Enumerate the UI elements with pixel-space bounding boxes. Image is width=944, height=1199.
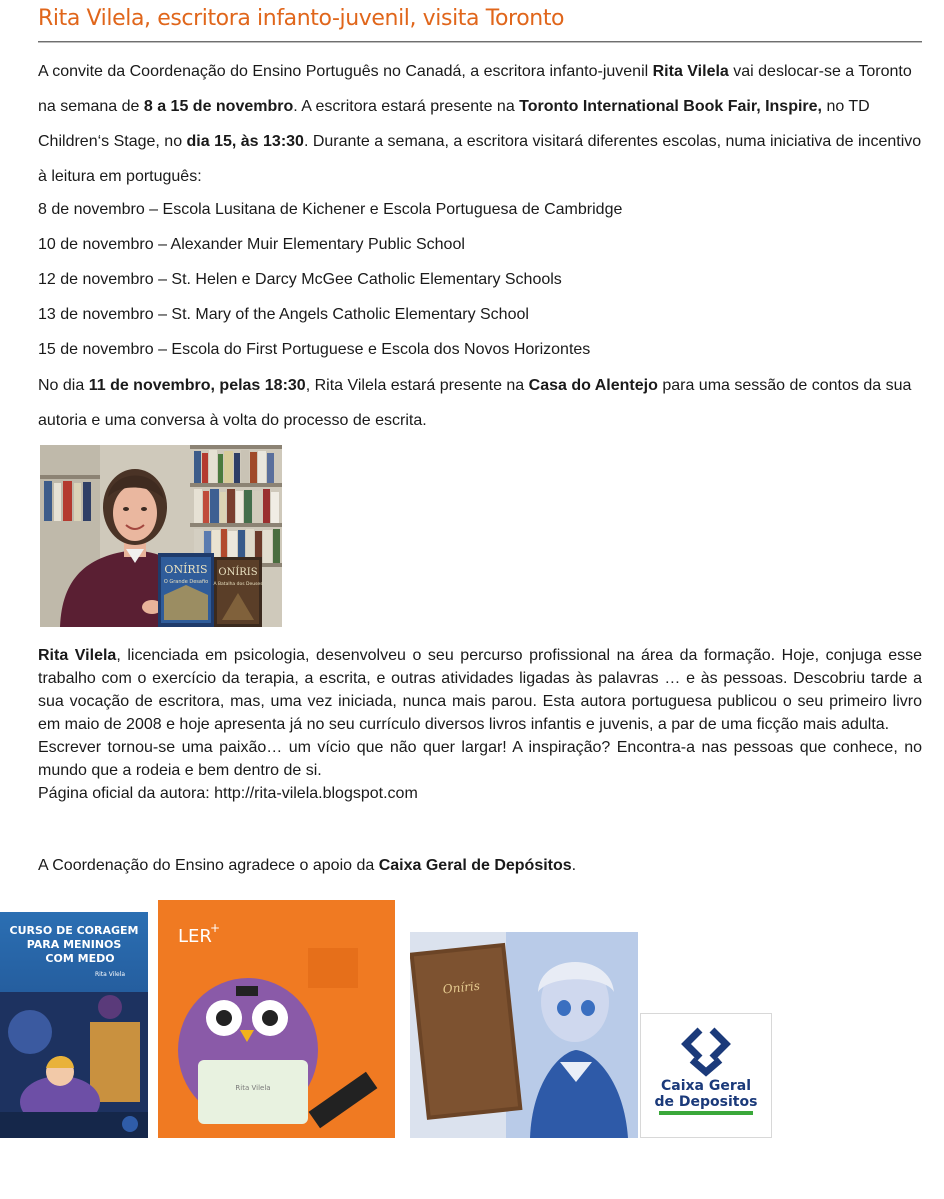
svg-text:CURSO DE CORAGEM: CURSO DE CORAGEM [9,924,139,937]
text-run: . A escritora estará presente na [293,98,520,115]
svg-text:+: + [210,921,221,935]
author-bio [38,644,922,805]
author-photo [40,445,282,627]
svg-text:O Grande Desafio: O Grande Desafio [163,579,209,585]
emphasis-text: 11 de novembro, pelas 18:30 [88,377,306,394]
bio-text: , licenciada em psicologia, desenvolveu o seu percurso profissional na área da formação. Hoje, conjuga esse trabalho com o exercício da terapia, a escrita, e outras atividades ligadas às palavras … e às pessoas. Descobriu tarde a sua vocação de escritora, mas, uma vez iniciada, nunca mais parou. Esta autora portuguesa publicou o seu primeiro livro em maio de 2008 e hoje apresenta já no seu currículo diversos livros infantis e juvenis, a par de uma ficção mais adulta. [38,647,923,733]
sponsor-thanks: A Coordenação do Ensino agradece o apoio da Caixa Geral de Depósitos. [38,857,577,874]
svg-text:PARA MENINOS: PARA MENINOS [26,938,122,951]
svg-text:de Depositos: de Depositos [654,1094,758,1110]
svg-text:Rita Vilela: Rita Vilela [94,971,126,978]
schedule-item: 10 de novembro – Alexander Muir Elementary Public School [38,236,465,253]
text-run: vai deslocar-se a Toronto na semana de [38,63,912,115]
svg-text:ONÍRIS: ONÍRIS [218,567,258,578]
svg-text:COM MEDO: COM MEDO [45,952,115,965]
svg-text:ONÍRIS: ONÍRIS [164,563,208,576]
emphasis-text: Rita Vilela [652,63,729,80]
svg-text:Caixa Geral: Caixa Geral [660,1078,752,1094]
visit-schedule [38,192,922,367]
title-divider [38,41,922,43]
author-website[interactable]: Página oficial da autora: http://rita-vilela.blogspot.com [38,785,418,802]
text-run: para uma sessão de contos da sua autoria e uma conversa à volta do processo de escrita. [38,377,912,429]
svg-text:LER: LER [178,926,212,947]
book-cover-coragem [0,912,148,1138]
emphasis-text: Casa do Alentejo [528,377,658,394]
emphasis-text: dia 15, às 13:30 [186,133,304,150]
schedule-item: 12 de novembro – St. Helen e Darcy McGee Catholic Elementary Schools [38,271,562,288]
schedule-item: 8 de novembro – Escola Lusitana de Kichener e Escola Portuguesa de Cambridge [38,201,623,218]
sponsor-name: Caixa Geral de Depósitos [378,857,572,874]
bio-quote: Escrever tornou-se uma paixão… um vício que não quer largar! A inspiração? Encontra-a nas pessoas que conhece, no mundo que a rodeia e bem dentro de si. [38,739,922,779]
book-cover-ler [158,900,395,1138]
text-run: no TD Children‘s Stage, no [38,98,870,150]
svg-text:Oníris: Oníris [442,978,481,997]
emphasis-text: 8 a 15 de novembro [143,98,294,115]
book-cover-oniris [410,932,638,1138]
text-run: A convite da Coordenação do Ensino Português no Canadá, a escritora infanto-juvenil [38,63,653,80]
schedule-item: 15 de novembro – Escola do First Portuguese e Escola dos Novos Horizontes [38,341,591,358]
svg-text:A Batalha dos Deuses: A Batalha dos Deuses [213,582,263,587]
bio-paragraph [38,644,922,736]
article-title: Rita Vilela, escritora infanto-juvenil, visita Toronto [38,6,565,31]
text-run: , Rita Vilela estará presente na [305,377,529,394]
text-run: . Durante a semana, a escritora visitará diferentes escolas, numa iniciativa de incentivo à leitura em português: [38,133,922,185]
svg-text:Rita Vilela: Rita Vilela [235,1084,271,1092]
schedule-item: 13 de novembro – St. Mary of the Angels Catholic Elementary School [38,306,529,323]
caixa-geral-logo [640,1013,772,1138]
intro-paragraph [38,54,922,194]
bio-author-name: Rita Vilela [38,647,117,664]
session-paragraph [38,368,922,438]
text-run: No dia [38,377,89,394]
emphasis-text: Toronto International Book Fair, Inspire, [519,98,822,115]
